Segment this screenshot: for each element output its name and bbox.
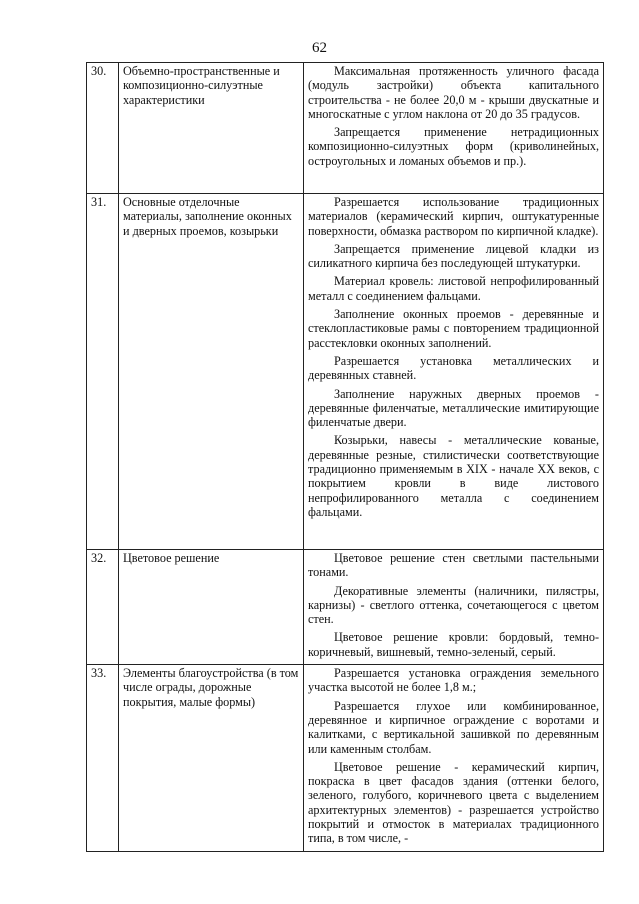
row-number: 33. — [87, 665, 119, 852]
paragraph: Материал кровель: листовой непрофилированный металл с соединением фальцами. — [308, 274, 599, 303]
table-row — [87, 665, 604, 852]
paragraph: Разрешается использование традиционных материалов (керамический кирпич, оштукатуренные поверхности, обмазка раствором по кирпичной кладке). — [308, 195, 599, 238]
paragraph: Заполнение оконных проемов - деревянные и стеклопластиковые рамы с повторением традиционной расстекловки оконных заполнений. — [308, 307, 599, 350]
paragraph: Запрещается применение нетрадиционных композиционно-силуэтных форм (криволинейных, остроугольных и ломаных объемов и пр.). — [308, 125, 599, 168]
paragraph: Разрешается установка ограждения земельного участка высотой не более 1,8 м.; — [308, 666, 599, 695]
regulations-table — [86, 62, 604, 852]
row-requirements — [304, 63, 604, 194]
row-requirements — [304, 665, 604, 852]
row-parameter: Цветовое решение — [119, 550, 304, 665]
paragraph: Максимальная протяженность уличного фасада (модуль застройки) объекта капитального строительства - не более 20,0 м - крыши двускатные и многоскатные с углом наклона от 20 до 35 градусов. — [308, 64, 599, 121]
paragraph: Козырьки, навесы - металлические кованые, деревянные резные, стилистически соответствующие традиционно применяемым в XIX - начале XX веков, с покрытием кровли в виде листового непрофилированного металла с соединением фальцами. — [308, 433, 599, 519]
paragraph: Разрешается глухое или комбинированное, деревянное и кирпичное ограждение с воротами и калитками, с вертикальной зашивкой по деревянным или каменным столбам. — [308, 698, 599, 756]
paragraph: Заполнение наружных дверных проемов - деревянные филенчатые, металлические имитирующие филенчатые двери. — [308, 386, 599, 430]
row-parameter: Объемно-пространственные и композиционно-силуэтные характеристики — [119, 63, 304, 194]
page-number: 62 — [312, 40, 327, 56]
table-row — [87, 194, 604, 550]
paragraph: Разрешается установка металлических и деревянных ставней. — [308, 353, 599, 383]
row-number: 32. — [87, 550, 119, 665]
row-parameter: Элементы благоустройства (в том числе ограды, дорожные покрытия, малые формы) — [119, 665, 304, 852]
row-number: 30. — [87, 63, 119, 194]
row-number: 31. — [87, 194, 119, 550]
row-parameter: Основные отделочные материалы, заполнение оконных и дверных проемов, козырьки — [119, 194, 304, 550]
table-row — [87, 550, 604, 665]
row-requirements — [304, 550, 604, 665]
paragraph: Цветовое решение кровли: бордовый, темно-коричневый, вишневый, темно-зеленый, серый. — [308, 630, 599, 659]
paragraph: Декоративные элементы (наличники, пилястры, карнизы) - светлого оттенка, сочетающегося с цветом стен. — [308, 583, 599, 627]
paragraph: Запрещается применение лицевой кладки из силикатного кирпича без последующей штукатурки. — [308, 241, 599, 271]
table-row — [87, 63, 604, 194]
paragraph: Цветовое решение стен светлыми пастельными тонами. — [308, 551, 599, 580]
paragraph: Цветовое решение - керамический кирпич, покраска в цвет фасадов здания (оттенки белого, зеленого, голубого, коричневого цвета с выделением архитектурных элементов) - разрешается устройство покрытий и отмосток в материалах традиционного типа, в том числе, - — [308, 759, 599, 846]
row-requirements — [304, 194, 604, 550]
